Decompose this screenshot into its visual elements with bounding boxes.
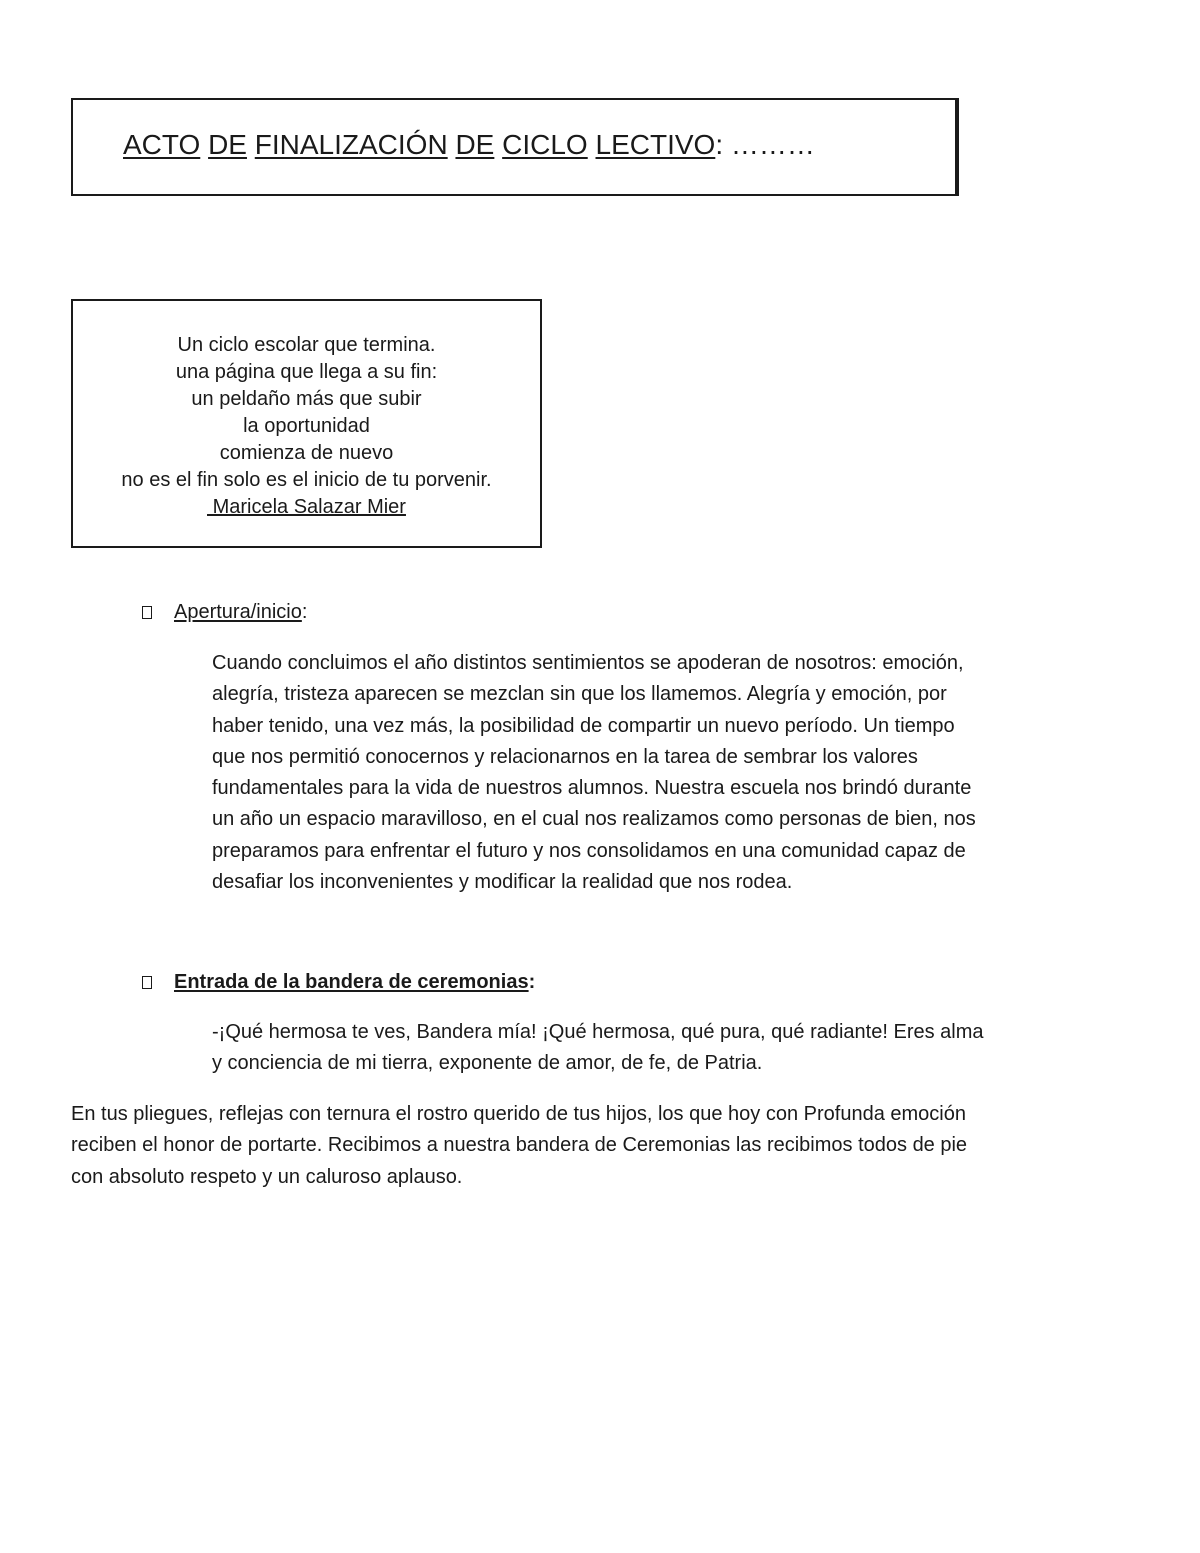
poem-author: Maricela Salazar Mier xyxy=(207,496,406,518)
poem-line: un peldaño más que subir xyxy=(191,388,422,410)
section-heading-text: Entrada de la bandera de ceremonias xyxy=(174,971,529,993)
title-word: ACTO xyxy=(123,129,201,160)
poem-line: una página que llega a su fin: xyxy=(175,361,438,383)
paragraph-line: desafiar los inconvenientes y modificar la realidad que nos rodea. xyxy=(212,871,793,894)
paragraph-line: fundamentales para la vida de nuestros alumnos. Nuestra escuela nos brindó durante xyxy=(212,777,972,800)
poem-line: la oportunidad xyxy=(243,415,370,437)
title-word: FINALIZACIÓN xyxy=(254,129,448,160)
paragraph-line: preparamos para enfrentar el futuro y nos consolidamos en una comunidad capaz de xyxy=(212,839,966,862)
page-title xyxy=(123,128,815,162)
paragraph-line: reciben el honor de portarte. Recibimos a nuestra bandera de Ceremonias las recibimos todos de pie xyxy=(71,1134,968,1157)
bullet-square-icon xyxy=(142,606,152,619)
poem-line: no es el fin solo es el inicio de tu porvenir. xyxy=(121,469,492,491)
title-word: LECTIVO xyxy=(595,129,716,160)
section-heading-suffix: : xyxy=(528,971,536,993)
closing-paragraph xyxy=(71,1099,1141,1193)
section-heading-text: Apertura/inicio xyxy=(174,601,302,623)
title-word: DE xyxy=(455,129,495,160)
paragraph-line: En tus pliegues, reflejas con ternura el rostro querido de tus hijos, los que hoy con Profunda emoción xyxy=(71,1103,966,1125)
paragraph-line: -¡Qué hermosa te ves, Bandera mía! ¡Qué hermosa, qué pura, qué radiante! Eres alma xyxy=(212,1021,984,1043)
section-heading-bandera xyxy=(174,969,535,995)
bullet-square-icon xyxy=(142,976,152,989)
poem-line: comienza de nuevo xyxy=(219,442,394,464)
paragraph-line: haber tenido, una vez más, la posibilidad de compartir un nuevo período. Un tiempo xyxy=(212,714,955,737)
title-word: DE xyxy=(208,129,247,160)
title-suffix: : ……… xyxy=(715,129,815,160)
apertura-paragraph xyxy=(212,648,1132,898)
poem-box xyxy=(71,299,542,548)
bandera-paragraph xyxy=(212,1017,1132,1080)
paragraph-line: alegría, tristeza aparecen se mezclan sin que los llamemos. Alegría y emoción, por xyxy=(212,683,947,706)
paragraph-line: y conciencia de mi tierra, exponente de amor, de fe, de Patria. xyxy=(212,1052,763,1075)
paragraph-line: un año un espacio maravilloso, en el cual nos realizamos como personas de bien, nos xyxy=(212,808,976,831)
title-box xyxy=(71,98,957,196)
paragraph-line: Cuando concluimos el año distintos sentimientos se apoderan de nosotros: emoción, xyxy=(212,652,964,674)
paragraph-line: que nos permitió conocernos y relacionarnos en la tarea de sembrar los valores xyxy=(212,745,918,768)
section-heading-apertura xyxy=(174,599,307,625)
section-heading-suffix: : xyxy=(301,601,308,623)
title-word: CICLO xyxy=(502,129,588,160)
paragraph-line: con absoluto respeto y un caluroso aplauso. xyxy=(71,1165,463,1188)
poem-line: Un ciclo escolar que termina. xyxy=(177,334,436,356)
